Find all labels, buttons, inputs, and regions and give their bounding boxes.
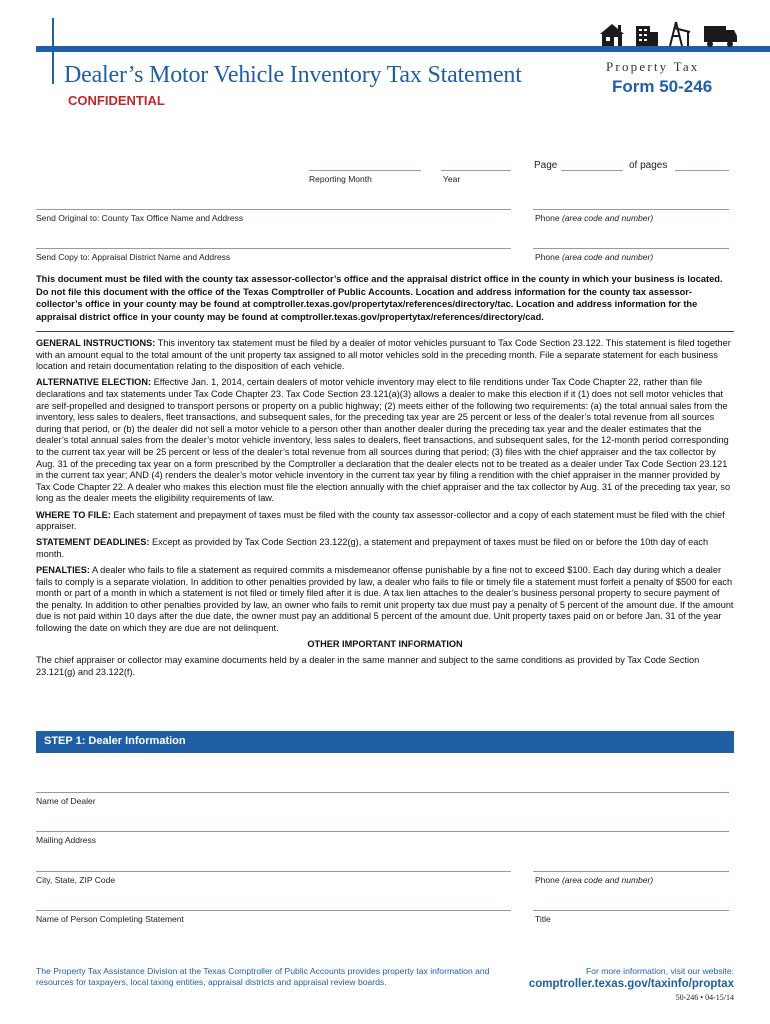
title-field[interactable] bbox=[533, 910, 729, 911]
county-phone-label: Phone (area code and number) bbox=[535, 213, 654, 223]
mailing-address-field[interactable] bbox=[36, 831, 729, 832]
person-completing-field[interactable] bbox=[36, 910, 511, 911]
person-completing-label: Name of Person Completing Statement bbox=[36, 914, 184, 924]
send-original-label: Send Original to: County Tax Office Name and Address bbox=[36, 213, 244, 223]
page-label: Page bbox=[534, 160, 558, 171]
year-label: Year bbox=[443, 174, 461, 184]
confidential-label: CONFIDENTIAL bbox=[68, 93, 165, 108]
county-phone-field[interactable] bbox=[533, 209, 729, 210]
dealer-phone-field[interactable] bbox=[533, 871, 729, 872]
appraisal-district-field[interactable] bbox=[36, 248, 511, 249]
city-state-zip-label: City, State, ZIP Code bbox=[36, 875, 116, 885]
appraisal-phone-label: Phone (area code and number) bbox=[535, 252, 654, 262]
penalties: PENALTIES: A dealer who fails to file a statement as required commits a misdemeanor offense punishable by a fine not to exceed $100. Each day during which a dealer fails to comply is a separate violation. In addition to other penalties provided by law, a dealer who fails to file or timely file a statement must forfeit a penalty of $500 for each month or part of a month in which a statement is not filed or timely filed after it is due. A tax lien attaches to the dealer’s business personal property to secure payment of the penalty. In addition to other penalties provided by law, an owner who fails to remit unit property tax due must pay a penalty of 5 percent of the amount due. If the amount due is not paid within 10 days after the due date, the owner must pay an additional 5 percent of the amount due. Unit property taxes paid on or before Jan. 31 of the year following the date on which they are due are not delinquent. bbox=[36, 565, 734, 634]
dealer-phone-label: Phone (area code and number) bbox=[535, 875, 654, 885]
appraisal-phone-field[interactable] bbox=[533, 248, 729, 249]
truck-icon bbox=[704, 26, 737, 47]
oil-derrick-icon bbox=[670, 22, 690, 46]
other-info-heading: OTHER IMPORTANT INFORMATION bbox=[307, 639, 463, 650]
send-copy-label: Send Copy to: Appraisal District Name and Address bbox=[36, 252, 231, 262]
instructions bbox=[36, 338, 734, 683]
statement-deadlines: STATEMENT DEADLINES: Except as provided by Tax Code Section 23.122(g), a statement and prepayment of taxes must be filed on or before the 10th day of each month. bbox=[36, 537, 709, 559]
title-label: Title bbox=[535, 914, 551, 924]
form-number: Form 50-246 bbox=[612, 77, 713, 96]
reporting-month-label: Reporting Month bbox=[309, 174, 372, 184]
step1-header bbox=[36, 731, 734, 753]
footer-description: The Property Tax Assistance Division at the Texas Comptroller of Public Accounts provides property tax information and resources for taxpayers, local taxing entities, appraisal districts and appraisal review boards. bbox=[36, 966, 490, 987]
footer-form-code: 50-246 • 04-15/14 bbox=[675, 993, 734, 1002]
reporting-month-field[interactable] bbox=[309, 170, 421, 171]
form-title: Dealer’s Motor Vehicle Inventory Tax Statement bbox=[64, 62, 522, 88]
footer-website-link[interactable]: comptroller.texas.gov/taxinfo/proptax bbox=[528, 978, 734, 990]
where-to-file: WHERE TO FILE: Each statement and prepayment of taxes must be filed with the county tax assessor-collector and a copy of each statement must be filed with the chief appraiser. bbox=[36, 509, 725, 532]
of-pages-label: of pages bbox=[629, 160, 668, 171]
general-instructions: GENERAL INSTRUCTIONS: This inventory tax statement must be filed by a dealer of motor vehicles pursuant to Tax Code Section 23.122. This statement is filed together with an amount equal to the total amount of the unit property tax assigned to all motor vehicles sold in the preceding month. File a separate statement for each business location and retain documentation relating to the disposition of each vehicle. bbox=[36, 338, 731, 372]
mailing-address-label: Mailing Address bbox=[36, 835, 97, 845]
header-icons bbox=[598, 18, 738, 48]
total-pages-field[interactable] bbox=[675, 170, 729, 171]
dealer-name-label: Name of Dealer bbox=[36, 796, 96, 806]
dealer-name-field[interactable] bbox=[36, 792, 729, 793]
city-state-zip-field[interactable] bbox=[36, 871, 511, 872]
building-icon bbox=[636, 26, 658, 46]
other-info-text: The chief appraiser or collector may examine documents held by a dealer in the same manner and subject to the same conditions as provided by Tax Code Section 23.121(g) and 23.122(f). bbox=[36, 655, 700, 677]
year-field[interactable] bbox=[441, 170, 511, 171]
notice-divider bbox=[36, 331, 734, 332]
page-number-field[interactable] bbox=[561, 170, 623, 171]
house-icon bbox=[600, 24, 624, 46]
filing-notice: This document must be filed with the county tax assessor-collector’s office and the appraisal district office in the county in which your business is located. Do not file this document with the office of the Texas Comptroller of Public Accounts. Location and address information for the county tax assessor-collector’s office in your county may be found at comptroller.texas.gov/propertytax/references/directory/tac. Location and address information for the appraisal district office in your county may be found at comptroller.texas.gov/propertytax/references/directory/cad. bbox=[36, 274, 723, 322]
footer-website-label: For more information, visit our website: bbox=[585, 966, 734, 976]
alternative-election: ALTERNATIVE ELECTION: Effective Jan. 1, 2014, certain dealers of motor vehicle inventory may elect to file renditions under Tax Code Chapter 22, rather than file declarations and tax statements under Tax Code Chapter 23. Tax Code Section 23.121(a)(3) allows a dealer to make this election if it (1) does not sell motor vehicles that are self-propelled and designed to transport persons or property on a public highway; (2) meets either of the following two requirements: (a) the total annual sales from the inventory, less sales to dealers, fleet transactions, and subsequent sales, for the preceding tax year are 25 percent or less of the dealer’s total revenue from all sources during that period, or (b) the dealer did not sell a motor vehicle to a person other than another dealer during the preceding tax year and the dealer estimates that the dealer’s total annual sales from the dealer’s motor vehicle inventory, less sales to dealers, fleet transactions, and subsequent sales, for the 12-month period corresponding to the current tax year will be 25 percent or less of the dealer’s total revenue from all sources during that period; (3) files with the chief appraiser and the tax collector by Aug. 31 of the preceding tax year on a form prescribed by the Comptroller a declaration that the dealer elects not to be treated as a dealer under Tax Code Section 23.121 in the current tax year; AND (4) renders the dealer’s motor vehicle inventory in the current tax year by filing a rendition with the chief appraiser in the manner provided by Tax Code Chapter 22. A dealer who makes this election must file the election annually with the chief appraiser and the tax collector by Aug. 31 of the preceding tax year, so long as the dealer meets the eligibility requirements of law. bbox=[36, 377, 731, 504]
step1-title: STEP 1: Dealer Information bbox=[44, 735, 186, 747]
county-tax-office-field[interactable] bbox=[36, 209, 511, 210]
category-label: Property Tax bbox=[606, 59, 700, 74]
